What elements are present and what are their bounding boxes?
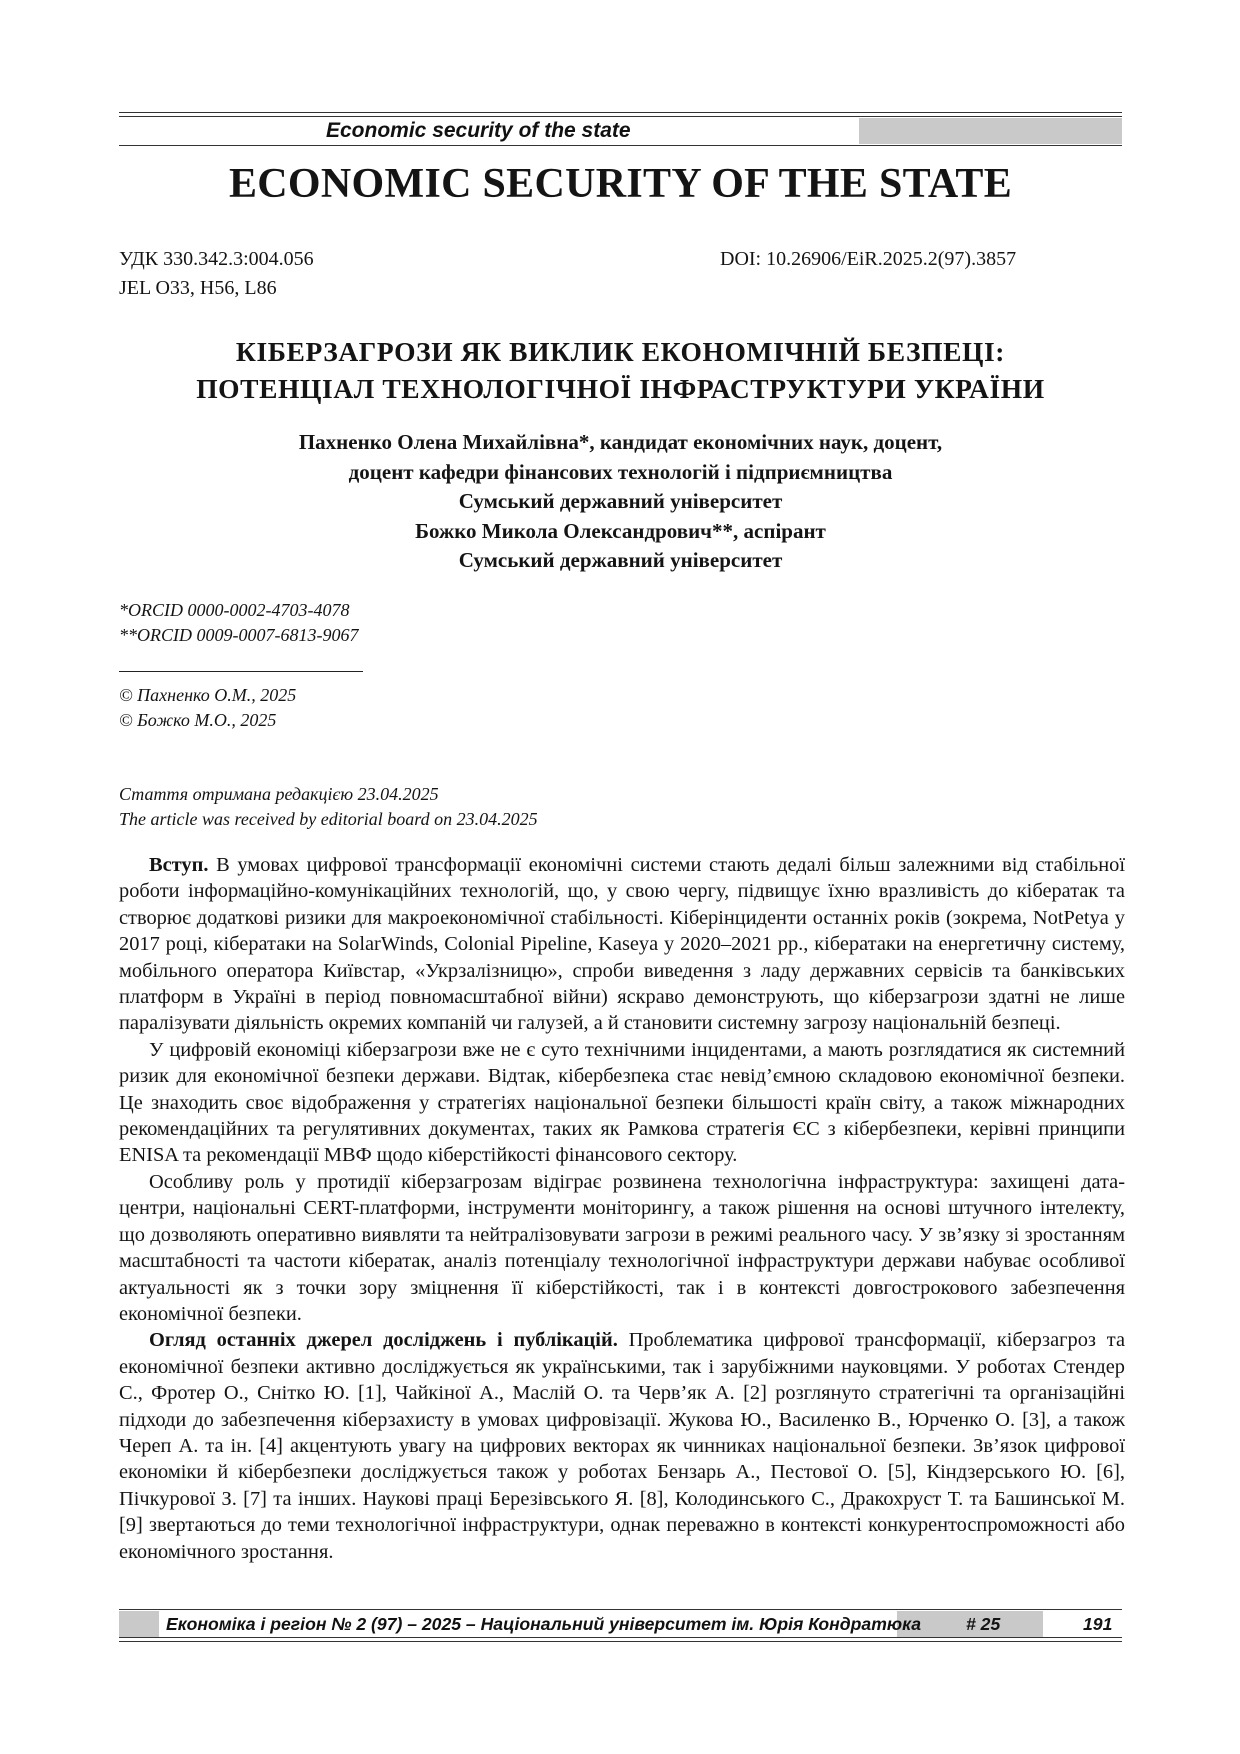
orcid-note: **ORCID 0009-0007-6813-9067 [119,625,359,645]
section-title: ECONOMIC SECURITY OF THE STATE [228,161,1013,207]
orcid-note: *ORCID 0000-0002-4703-4078 [119,600,350,620]
copyright-note: © Божко М.О., 2025 [119,710,277,730]
article-body [119,852,1125,1565]
author-line: Сумський державний університет [458,489,783,513]
page-number: 191 [1083,1614,1113,1634]
footer-bottom-rule-thin [119,1641,1122,1642]
author-line: Пахненко Олена Михайлівна*, кандидат економічних наук, доцент, [298,430,943,454]
author-line: Сумський державний університет [458,548,783,572]
received-note: The article was received by editorial board on 23.04.2025 [119,809,538,829]
body-paragraph [119,852,1125,1037]
paper-title-line: ПОТЕНЦІАЛ ТЕХНОЛОГІЧНОЇ ІНФРАСТРУКТУРИ УКРАЇНИ [196,373,1045,404]
copyright-note: © Пахненко О.М., 2025 [119,685,297,705]
jel-codes: JEL O33, H56, L86 [119,277,277,299]
footer-issue: # 25 [966,1614,1001,1634]
author-line: Божко Микола Олександрович**, аспірант [415,518,826,543]
footnote-rule [119,671,363,672]
footer-top-rule [119,1609,1122,1610]
doi-link[interactable]: DOI: 10.26906/EiR.2025.2(97).3857 [720,248,1017,270]
body-paragraph [119,1327,1125,1565]
paper-title [119,333,1122,407]
paragraph-lead: Вступ. [149,854,209,876]
header-grey-block [859,118,1122,144]
footer-grey-block [119,1611,159,1637]
paper-title-line: КІБЕРЗАГРОЗИ ЯК ВИКЛИК ЕКОНОМІЧНІЙ БЕЗПЕЦІ: [235,336,1006,367]
received-note: Стаття отримана редакцією 23.04.2025 [119,784,439,804]
header-bottom-rule [119,145,1122,146]
paragraph-text: Проблематика цифрової трансформації, кіберзагроз та економічної безпеки активно досліджується як українськими, так і зарубіжними науковцями. У роботах Стендер С., Фротер О., Снітко Ю. [1], Чайкіної А., Маслій О. та Черв’як А. [2] розглянуто стратегічні та організаційні підходи до забезпечення кіберзахисту в умовах цифровізації. Жукова Ю., Василенко В., Юрченко О. [3], а також Череп А. та ін. [4] акцентують увагу на цифрових векторах як чинниках національної безпеки. Зв’язок цифрової економіки й кібербезпеки досліджується також у роботах Бензарь А., Пестової О. [5], Кіндзерського Ю. [6], Пічкурової З. [7] та інших. Наукові праці Березівського Я. [8], Колодинського С., Дракохруст Т. та Башинської М. [9] звертаються до теми технологічної інфраструктури, однак переважно в контексті конкурентоспроможності або економічного зростання. [119,1329,1125,1563]
header-top-rule [119,112,1122,113]
paragraph-lead: Огляд останніх джерел досліджень і публікацій. [149,1329,618,1352]
author-line: доцент кафедри фінансових технологій і підприємництва [348,459,893,484]
running-header-label: Economic security of the state [326,119,631,142]
udk-code: УДК 330.342.3:004.056 [119,248,314,270]
author-block [119,428,1122,576]
footer-bottom-rule [119,1637,1122,1638]
paragraph-text: В умовах цифрової трансформації економічні системи стають дедалі більш залежними від стабільної роботи інформаційно-комунікаційних технологій, що, у свою чергу, підвищує їхню вразливість до кібератак та створює додаткові ризики для макроекономічної стабільності. Кіберінциденти останніх років (зокрема, NotPetya у 2017 році, кібератаки на SolarWinds, Colonial Pipeline, Kaseya у 2020–2021 рр., кібератаки на енергетичну систему, мобільного оператора Київстар, «Укрзалізницю», спроби виведення з ладу державних сервісів та банківських платформ в Україні в період повномасштабної війни) яскраво демонструють, що кіберзагрози здатні не лише паралізувати діяльність окремих компаній чи галузей, а й становити системну загрозу національній безпеці. [119,854,1125,1035]
header-top-rule-thin [119,116,1122,117]
body-paragraph: Особливу роль у протидії кіберзагрозам відіграє розвинена технологічна інфраструктура: захищені дата-центри, національні CERT-платформи, інструменти моніторингу, а також рішення на основі штучного інтелекту, що дозволяють оперативно виявляти та нейтралізовувати загрози в режимі реального часу. У зв’язку зі зростанням масштабності та частоти кібератак, аналіз потенціалу технологічної інфраструктури держави набуває особливої актуальності як з точки зору зміцнення її кіберстійкості, так і в контексті довгострокового забезпечення економічної безпеки. [119,1170,1125,1325]
body-paragraph: У цифровій економіці кіберзагрози вже не є суто технічними інцидентами, а мають розглядатися як системний ризик для економічної безпеки держави. Відтак, кібербезпека стає невід’ємною складовою економічної безпеки. Це знаходить своє відображення у стратегіях національної безпеки більшості країн світу, а також міжнародних рекомендаційних та регулятивних документах, таких як Рамкова стратегія ЄС з кібербезпеки, керівні принципи ENISA та рекомендації МВФ щодо кіберстійкості фінансового сектору. [119,1038,1125,1167]
footer-journal: Економіка і регіон № 2 (97) – 2025 – Національний університет ім. Юрія Кондратюка [166,1614,921,1634]
